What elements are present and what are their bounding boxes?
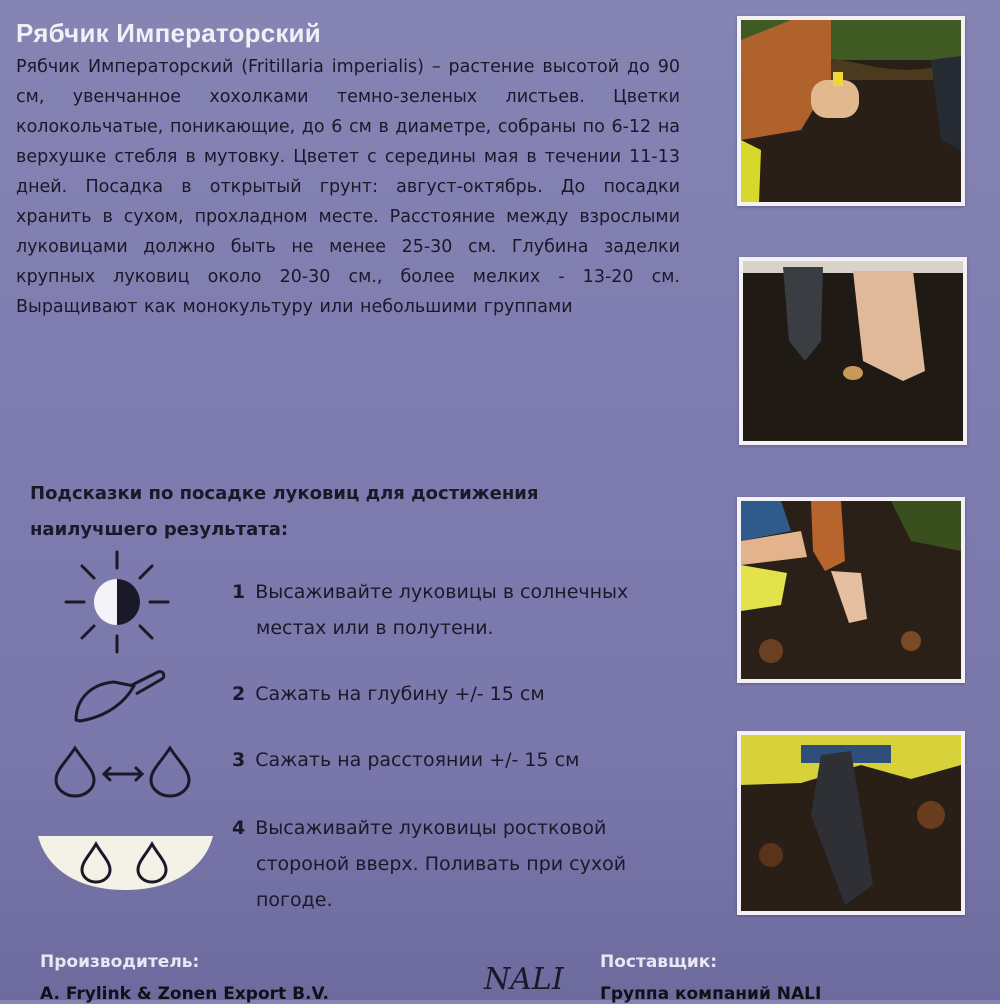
tip-text: стороной вверх. Поливать при сухой — [256, 853, 627, 875]
photo-planting-step-2 — [739, 257, 967, 445]
tip-number: 1 — [232, 581, 246, 603]
nali-logo: NALI — [484, 962, 564, 997]
drops-in-bowl-icon — [38, 834, 213, 892]
tips-heading-line1: Подсказки по посадке луковиц для достижения — [30, 483, 539, 504]
tip-4 — [232, 810, 692, 918]
tip-text: Сажать на расстоянии +/- 15 см — [255, 749, 580, 771]
tip-3 — [232, 742, 692, 778]
tips-heading — [30, 476, 650, 548]
tip-1 — [232, 574, 692, 646]
photo-planting-step-1 — [737, 16, 965, 206]
drops-distance-icon — [50, 742, 195, 798]
tip-text: Сажать на глубину +/- 15 см — [255, 683, 545, 705]
description-text: Рябчик Императорский (Fritillaria imperialis) – растение высотой до 90 см, увенчанное хохолками темно-зеленых листьев. Цветки колокольчатые, поникающие, до 6 см в диаметре, собраны по 6-12 на верхушке стебля в мутовку. Цветет с середины мая в течении 11-13 дней. Посадка в открытый грунт: август-октябрь. До посадки хранить в сухом, прохладном месте. Расстояние между взрослыми луковицами должно быть не менее 25-30 см. Глубина заделки крупных луковиц около 20-30 см., более мелких - 13-20 см. Выращивают как монокультуру или небольшими группами — [16, 57, 680, 317]
sun-half-shade-icon — [60, 548, 175, 658]
supplier-label: Поставщик: — [600, 952, 718, 972]
tip-text: Высаживайте луковицы ростковой — [255, 817, 607, 839]
trowel-icon — [70, 664, 170, 726]
tip-number: 3 — [232, 749, 246, 771]
tip-text: погоде. — [256, 889, 333, 911]
tip-number: 2 — [232, 683, 246, 705]
photo-planting-step-3 — [737, 497, 965, 683]
tip-text: Высаживайте луковицы в солнечных — [255, 581, 629, 603]
tip-number: 4 — [232, 817, 246, 839]
manufacturer-label: Производитель: — [40, 952, 200, 972]
manufacturer-value: A. Frylink & Zonen Export B.V. — [40, 984, 329, 1004]
tips-heading-line2: наилучшего результата: — [30, 519, 289, 540]
tip-2 — [232, 676, 692, 712]
supplier-value: Группа компаний NALI — [600, 984, 822, 1004]
tip-text: местах или в полутени. — [256, 617, 494, 639]
photo-planting-step-4 — [737, 731, 965, 915]
page-title: Рябчик Императорский — [16, 18, 321, 48]
